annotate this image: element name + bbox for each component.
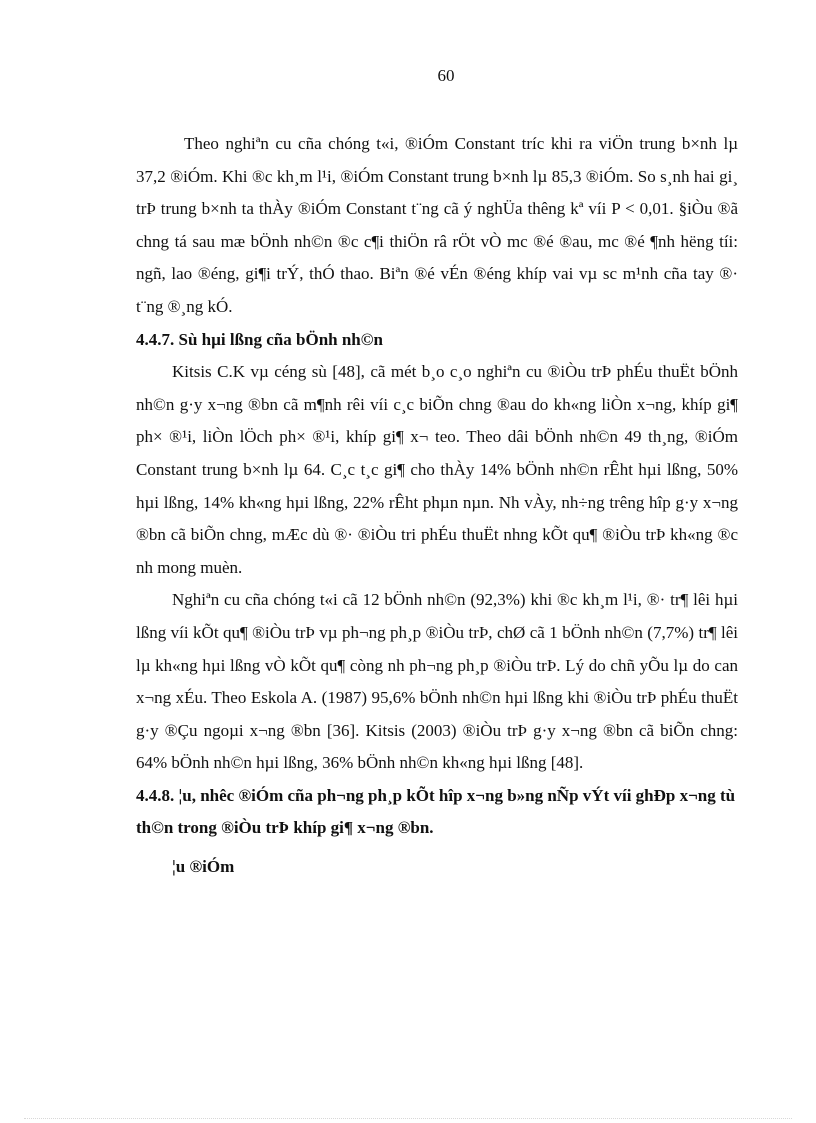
paragraph-kitsis-study: Kitsis C.K vµ céng sù [48], cã mét b¸o c¸o nghiªn cu ®iÒu trÞ phÉu thuËt bÖnh nh©n g·y x¬ng ®bn cã m¶nh rêi víi c¸c biÕn chng ®au do kh«ng liÒn x¬ng, khíp gi¶ ph× ®¹i, liÒn lÖch ph× ®¹i, khíp gi¶ x¬ teo. Theo dâi bÖnh nh©n 49 th¸ng, ®iÓm Constant trung b×nh lµ 64. C¸c t¸c gi¶ cho thÀy 14% bÖnh nh©n rÊht hµi lßng, 50% hµi lßng, 14% kh«ng hµi lßng, 22% rÊht phµn nµn. Nh vÀy, nh÷ng trêng hîp g·y x¬ng ®bn cã biÕn chng, mÆc dù ®· ®iÒu tri phÉu thuËt nhng kÕt qu¶ ®iÒu trÞ kh«ng ®c nh mong muèn. — [136, 362, 738, 577]
section-heading-4-4-8: 4.4.8. ¦u, nhêc ®iÓm cña ph¬ng ph¸p kÕt hîp x¬ng b»ng nÑp vÝt víi ghÐp x¬ng tù th©n trong ®iÒu trÞ khíp gi¶ x¬ng ®bn. — [136, 785, 736, 838]
page-bottom-border — [24, 1118, 792, 1119]
section-heading-4-4-7: 4.4.7. Sù hµi lßng cña bÖnh nh©n — [136, 329, 383, 349]
subheading-advantages: ¦u ®iÓm — [172, 857, 235, 877]
page-number: 60 — [437, 66, 455, 85]
paragraph-constant-score: Theo nghiªn cu cña chóng t«i, ®iÓm Constant tríc khi ra viÖn trung b×nh lµ 37,2 ®iÓm. Khi ®c kh¸m l¹i, ®iÓm Constant trung b×nh lµ 85,3 ®iÓm. So s¸nh hai gi¸ trÞ trung b×nh ta thÀy ®iÓm Constant t¨ng cã ý nghÜa thêng kª víi P < 0,01. §iÒu ®ã chng tá sau mæ bÖnh nh©n ®c c¶i thiÖn râ rÖt vÒ mc ®é ®au, mc ®é ¶nh hëng tíi: ngñ, lao ®éng, gi¶i trÝ, thÓ thao. Biªn ®é vÉn ®éng khíp vai vµ sc m¹nh cña tay ®· t¨ng ®¸ng kÓ. — [136, 134, 738, 316]
paragraph-our-study-satisfaction: Nghiªn cu cña chóng t«i cã 12 bÖnh nh©n (92,3%) khi ®c kh¸m l¹i, ®· tr¶ lêi hµi lßng víi kÕt qu¶ ®iÒu trÞ vµ ph¬ng ph¸p ®iÒu trÞ, chØ cã 1 bÖnh nh©n (7,7%) tr¶ lêi lµ kh«ng hµi lßng vÒ kÕt qu¶ còng nh ph¬ng ph¸p ®iÒu trÞ. Lý do chñ yÕu lµ do can x¬ng xÉu. Theo Eskola A. (1987) 95,6% bÖnh nh©n hµi lßng khi ®iÒu trÞ phÉu thuËt g·y ®Çu ngoµi x¬ng ®bn [36]. Kitsis (2003) ®iÒu trÞ g·y x¬ng ®bn cã biÕn chng: 64% bÖnh nh©n hµi lßng, 36% bÖnh nh©n kh«ng hµi lßng [48]. — [136, 590, 738, 773]
document-body — [136, 128, 738, 884]
